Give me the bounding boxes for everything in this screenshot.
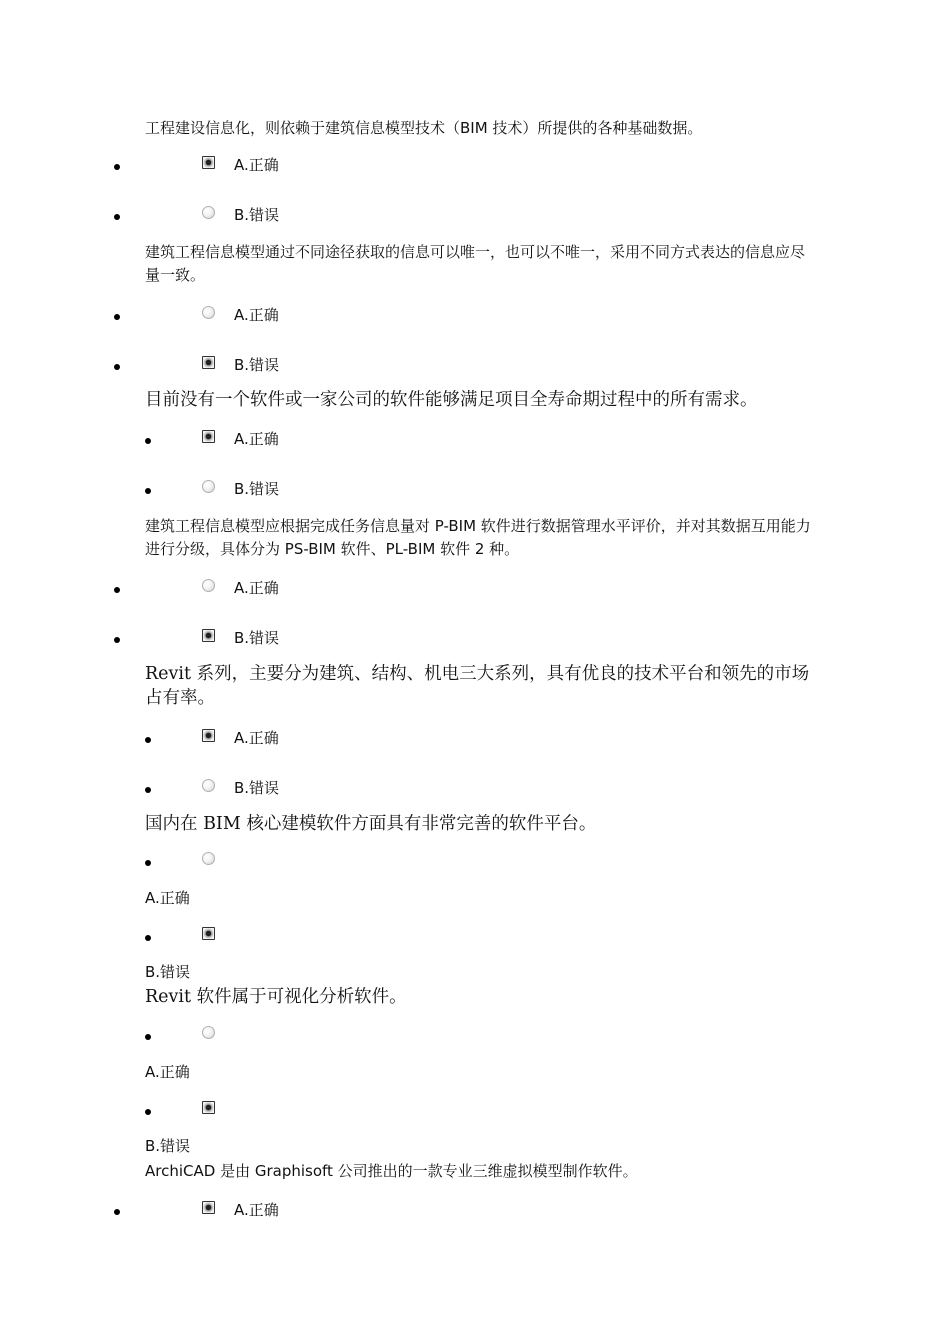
question-text: Revit 系列，主要分为建筑、结构、机电三大系列，具有优良的技术平台和领先的市场占有率。 xyxy=(145,664,810,708)
radio-button[interactable] xyxy=(202,927,215,940)
radio-button[interactable] xyxy=(202,306,215,319)
bullet-icon xyxy=(145,1109,151,1115)
question-text: 目前没有一个软件或一家公司的软件能够满足项目全寿命期过程中的所有需求。 xyxy=(145,390,758,410)
bullet-icon xyxy=(114,214,120,220)
option-label[interactable]: A.正确 xyxy=(234,729,279,747)
option-label[interactable]: B.错误 xyxy=(234,779,280,797)
radio-button[interactable] xyxy=(202,1101,215,1114)
question-text: 国内在 BIM 核心建模软件方面具有非常完善的软件平台。 xyxy=(145,814,597,834)
question-text: 建筑工程信息模型应根据完成任务信息量对 P-BIM 软件进行数据管理水平评价，并对其数据互用能力进行分级，具体分为 PS-BIM 软件、PL-BIM 软件 2 种。 xyxy=(145,517,811,558)
option-row[interactable] xyxy=(0,1100,950,1124)
option-row[interactable] xyxy=(0,355,950,379)
question-text: 工程建设信息化，则依赖于建筑信息模型技术（BIM 技术）所提供的各种基础数据。 xyxy=(145,119,703,137)
option-row[interactable] xyxy=(0,778,950,802)
option-label[interactable]: B.错误 xyxy=(234,356,280,374)
option-label[interactable]: B.错误 xyxy=(234,480,280,498)
option-label[interactable]: B.错误 xyxy=(234,206,280,224)
option-row[interactable] xyxy=(0,1200,950,1224)
option-label[interactable]: B.错误 xyxy=(145,963,191,981)
bullet-icon xyxy=(114,314,120,320)
bullet-icon xyxy=(145,737,151,743)
radio-button[interactable] xyxy=(202,356,215,369)
option-row[interactable] xyxy=(0,926,950,950)
bullet-icon xyxy=(114,587,120,593)
radio-button[interactable] xyxy=(202,729,215,742)
option-label[interactable]: A.正确 xyxy=(234,1201,279,1219)
question-text: ArchiCAD 是由 Graphisoft 公司推出的一款专业三维虚拟模型制作软件。 xyxy=(145,1162,638,1180)
question-text: 建筑工程信息模型通过不同途径获取的信息可以唯一，也可以不唯一，采用不同方式表达的信息应尽量一致。 xyxy=(145,243,806,284)
radio-button[interactable] xyxy=(202,1026,215,1039)
option-row[interactable] xyxy=(0,578,950,602)
option-row[interactable] xyxy=(0,305,950,329)
option-label[interactable]: A.正确 xyxy=(234,579,279,597)
option-label[interactable]: A.正确 xyxy=(145,1063,190,1081)
option-label[interactable]: A.正确 xyxy=(234,306,279,324)
bullet-icon xyxy=(145,488,151,494)
question-text: Revit 软件属于可视化分析软件。 xyxy=(145,987,407,1007)
option-row[interactable] xyxy=(0,429,950,453)
bullet-icon xyxy=(145,935,151,941)
option-row[interactable] xyxy=(0,479,950,503)
radio-button[interactable] xyxy=(202,579,215,592)
option-label[interactable]: B.错误 xyxy=(145,1137,191,1155)
radio-button[interactable] xyxy=(202,430,215,443)
radio-button[interactable] xyxy=(202,629,215,642)
option-label[interactable]: A.正确 xyxy=(145,889,190,907)
bullet-icon xyxy=(145,438,151,444)
option-row[interactable] xyxy=(0,728,950,752)
option-row[interactable] xyxy=(0,851,950,875)
option-label[interactable]: A.正确 xyxy=(234,156,279,174)
bullet-icon xyxy=(114,364,120,370)
option-row[interactable] xyxy=(0,155,950,179)
radio-button[interactable] xyxy=(202,779,215,792)
option-row[interactable] xyxy=(0,1025,950,1049)
option-label[interactable]: B.错误 xyxy=(234,629,280,647)
radio-button[interactable] xyxy=(202,852,215,865)
bullet-icon xyxy=(145,1034,151,1040)
option-row[interactable] xyxy=(0,628,950,652)
radio-button[interactable] xyxy=(202,206,215,219)
option-row[interactable] xyxy=(0,205,950,229)
bullet-icon xyxy=(114,1209,120,1215)
bullet-icon xyxy=(145,860,151,866)
option-label[interactable]: A.正确 xyxy=(234,430,279,448)
radio-button[interactable] xyxy=(202,1201,215,1214)
radio-button[interactable] xyxy=(202,156,215,169)
radio-button[interactable] xyxy=(202,480,215,493)
bullet-icon xyxy=(114,164,120,170)
bullet-icon xyxy=(145,787,151,793)
bullet-icon xyxy=(114,637,120,643)
